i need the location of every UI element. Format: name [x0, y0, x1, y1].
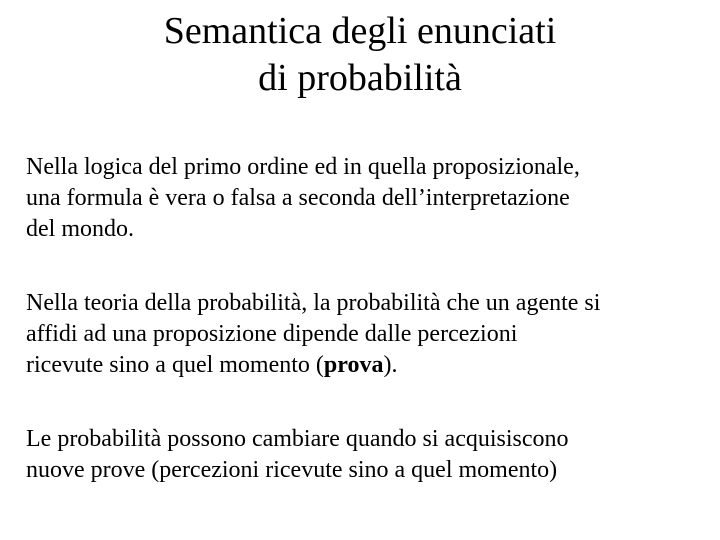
paragraph-line: affidi ad una proposizione dipende dalle percezioni — [26, 321, 518, 347]
paragraph-line: Nella logica del primo ordine ed in quella proposizionale, — [26, 154, 580, 180]
paragraph-line: del mondo. — [26, 216, 134, 242]
paragraph-line: Le probabilità possono cambiare quando si acquisiscono — [26, 426, 569, 452]
slide-title-line-1: Semantica degli enunciati — [163, 10, 557, 52]
slide-body — [26, 152, 706, 486]
paragraph-line — [26, 350, 706, 381]
emphasis-prova: prova — [323, 352, 384, 378]
slide-title — [0, 8, 720, 102]
text-segment: ricevute sino a quel momento ( — [26, 352, 324, 378]
text-segment: ). — [383, 352, 398, 378]
paragraph-probability-theory — [26, 288, 706, 381]
paragraph-line: nuove prove (percezioni ricevute sino a quel momento) — [26, 457, 558, 483]
paragraph-line: Nella teoria della probabilità, la probabilità che un agente si — [26, 290, 601, 316]
paragraph-probability-change — [26, 424, 706, 486]
slide-title-line-2: di probabilità — [258, 57, 462, 99]
paragraph-line: una formula è vera o falsa a seconda dell’interpretazione — [26, 185, 570, 211]
paragraph-first-order-logic — [26, 152, 706, 245]
